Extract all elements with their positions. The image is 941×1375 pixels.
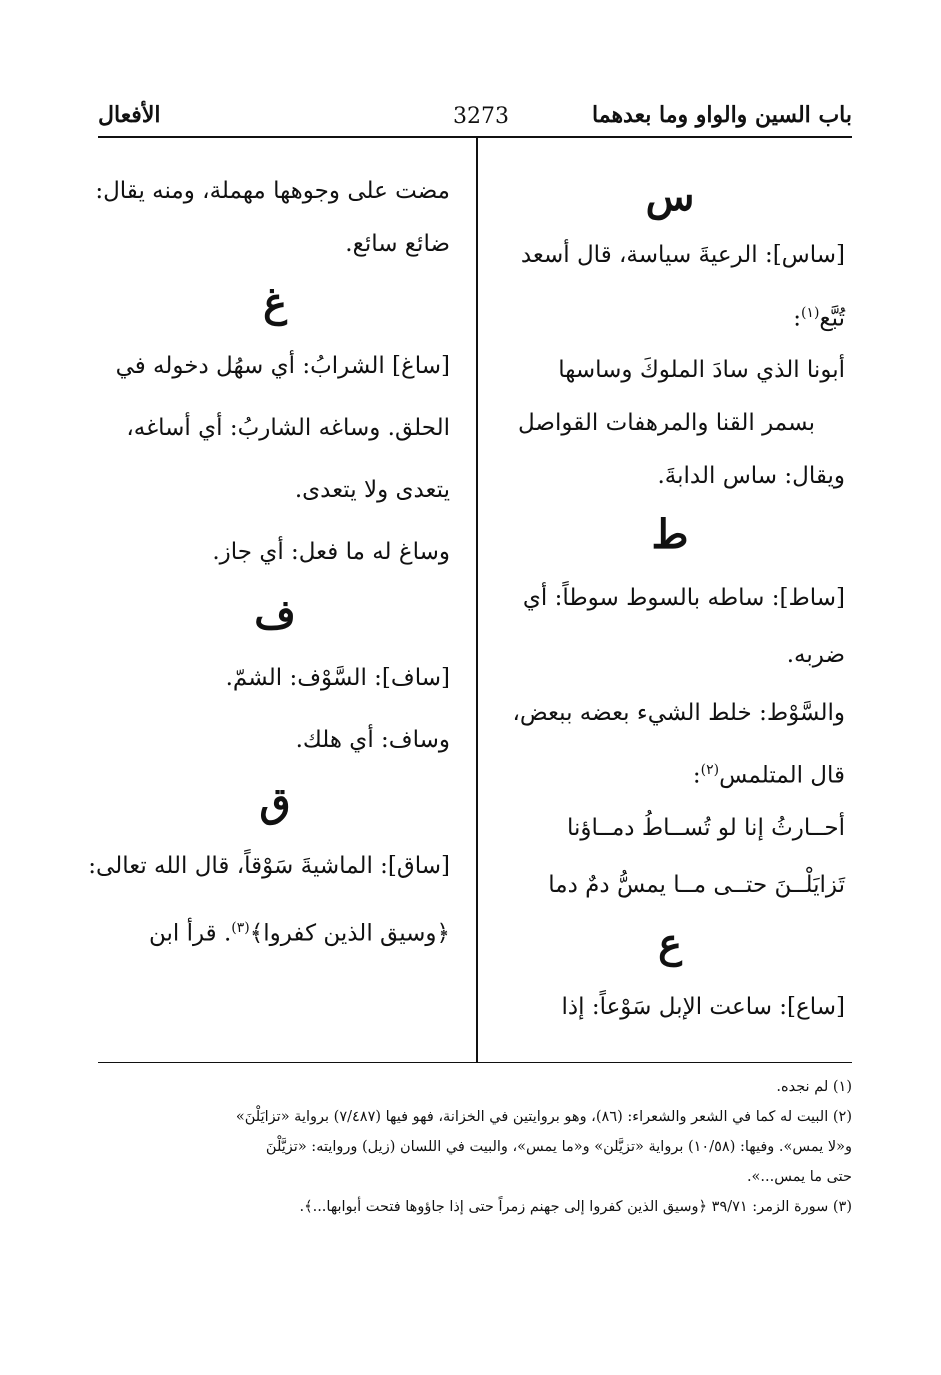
- entry-sawt: والسَّوْط: خلط الشيء بعضه ببعض،: [512, 700, 845, 726]
- entry-saq-line1: [ساق]: الماشيةَ سَوْقاً، قال الله تعالى:: [88, 853, 450, 879]
- mutalammis-line: قال المتلمس$^{(٢)}$:: [692, 762, 845, 789]
- entry-sagh-line1: [ساغ] الشرابُ: أي سهُل دخوله في: [115, 353, 450, 379]
- section-title: الأفعال: [98, 102, 161, 128]
- left-column: [88, 165, 450, 959]
- poem1-line2: بسمر القنا والمرهفات القواصل: [518, 410, 815, 436]
- continuation-line1: مضت على وجوهها مهملة، ومنه يقال:: [95, 178, 450, 204]
- footnote-1: (١) لم نجده.: [776, 1079, 852, 1095]
- entry-saq-line2: ﴿وسيق الذين كفروا﴾$^{(٣)}$. قرأ ابن: [148, 920, 450, 947]
- footnote-2-line1: (٢) البيت له كما في الشعر والشعراء: (٨٦)، وهو بروايتين في الخزانة، فهو فيها (٧/٤٨٧) برواية «تزايَلْنَ»: [235, 1109, 852, 1125]
- entry-saf-line1: [ساف]: السَّوْف: الشمّ.: [225, 665, 450, 691]
- entry-sas-line2: تُبَّع$^{(١)}$:: [793, 305, 845, 332]
- footnote-ref-3[interactable]: (٣): [231, 920, 250, 936]
- letter-heading-ayn: ع: [658, 920, 682, 967]
- footnote-ref-1[interactable]: (١): [800, 305, 820, 321]
- column-divider: [476, 137, 478, 1062]
- letter-heading-fa: ف: [254, 591, 296, 638]
- entry-sas-dabba: ويقال: ساس الدابةَ.: [657, 463, 845, 489]
- entry-sas-line1: [ساس]: الرعيةَ سياسة، قال أسعد: [520, 242, 845, 268]
- entry-sat-line2: ضربه.: [786, 642, 845, 668]
- entry-sat-line1: [ساط]: ساطه بالسوط سوطاً: أي: [522, 585, 845, 611]
- footnote-2-line2: و«لا يمس». وفيها: (١٠/٥٨) برواية «تزيَّلن» و«ما يمس»، والبيت في اللسان (زيل) وروايته: «تزيَّلْنَ: [265, 1139, 852, 1155]
- footnote-3: (٣) سورة الزمر: ٣٩/٧١ ﴿وسيق الذين كفروا إلى جهنم زمراً حتى إذا جاؤوها فتحت أبوابها...﴾.: [299, 1199, 852, 1215]
- footnotes: [98, 1072, 852, 1222]
- entry-saa: [ساع]: ساعت الإبل سَوْعاً: إذا: [561, 994, 845, 1020]
- poem1-line1: أبونا الذي سادَ الملوكَ وساسها: [558, 357, 845, 383]
- poem2-line2: تَزايَلْــنَ حتــى مــا يمسُّ دمٌ دما: [548, 872, 845, 898]
- footnote-ref-2[interactable]: (٢): [700, 762, 720, 778]
- poem2-line1: أحــارثُ إنا لو تُســاطُ دمــاؤنا: [566, 815, 845, 841]
- entry-sagh-line3: يتعدى ولا يتعدى.: [294, 477, 450, 503]
- chapter-title: باب السين والواو وما بعدهما: [592, 102, 852, 128]
- entry-sagh-line2: الحلق. وساغه الشاربُ: أي أساغه،: [126, 415, 450, 441]
- letter-heading-ta: ط: [651, 511, 689, 558]
- entry-sagh-line4: وساغ له ما فعل: أي جاز.: [212, 539, 450, 565]
- footnote-separator: [98, 1062, 852, 1063]
- letter-heading-sin: س: [645, 173, 695, 220]
- letter-heading-ghayn: غ: [263, 279, 287, 326]
- entry-saf-line2: وساف: أي هلك.: [295, 727, 450, 753]
- page-header: [98, 96, 852, 138]
- right-column: [495, 165, 845, 1038]
- page-number: 3273: [453, 104, 509, 129]
- continuation-line2: ضائع سائع.: [345, 231, 450, 257]
- letter-heading-qaf: ق: [259, 779, 291, 826]
- footnote-2-line3: حتى ما يمس...».: [746, 1169, 852, 1185]
